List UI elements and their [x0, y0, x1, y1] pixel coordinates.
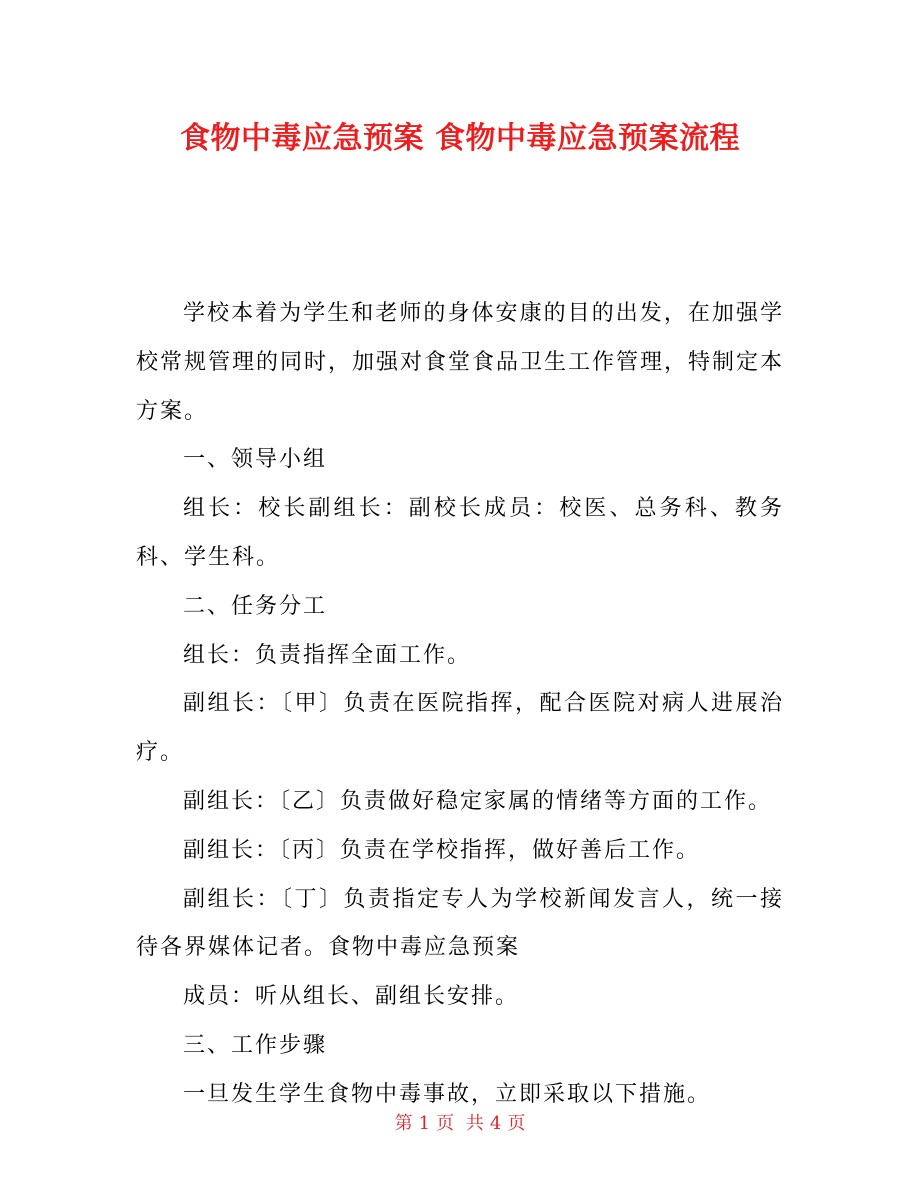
footer-middle: 页 共	[436, 1113, 484, 1134]
section-heading-steps: 三、工作步骤	[183, 1032, 328, 1058]
section-heading-leadership: 一、领导小组	[183, 447, 328, 473]
footer-current-page: 1	[418, 1113, 431, 1134]
task-members-paragraph: 成员：听从组长、副组长安排。	[183, 984, 520, 1010]
leadership-members-paragraph: 组长：校长副组长：副校长成员：校医、总务科、教务科、学生科。	[136, 496, 784, 570]
task-leader-paragraph: 组长：负责指挥全面工作。	[183, 642, 472, 668]
task-deputy-a-paragraph: 副组长：〔甲〕负责在医院指挥，配合医院对病人进展治疗。	[136, 691, 784, 766]
task-deputy-b-paragraph: 副组长：〔乙〕负责做好稳定家属的情绪等方面的工作。	[183, 788, 773, 814]
footer-prefix: 第	[394, 1113, 413, 1134]
steps-intro-paragraph: 一旦发生学生食物中毒事故，立即采取以下措施。	[183, 1081, 712, 1107]
section-heading-tasks: 二、任务分工	[183, 593, 328, 619]
task-deputy-d-paragraph: 副组长：〔丁〕负责指定专人为学校新闻发言人，统一接待各界媒体记者。食物中毒应急预案	[136, 886, 784, 961]
footer-suffix: 页	[507, 1113, 526, 1134]
document-body	[136, 290, 784, 1120]
document-title: 食物中毒应急预案 食物中毒应急预案流程	[180, 121, 740, 156]
intro-paragraph: 学校本着为学生和老师的身体安康的目的出发，在加强学校常规管理的同时，加强对食堂食品卫生工作管理，特制定本方案。	[136, 301, 785, 424]
task-deputy-c-paragraph: 副组长：〔丙〕负责在学校指挥，做好善后工作。	[183, 837, 701, 863]
footer-total-pages: 4	[489, 1113, 502, 1134]
page-footer	[0, 1108, 920, 1140]
